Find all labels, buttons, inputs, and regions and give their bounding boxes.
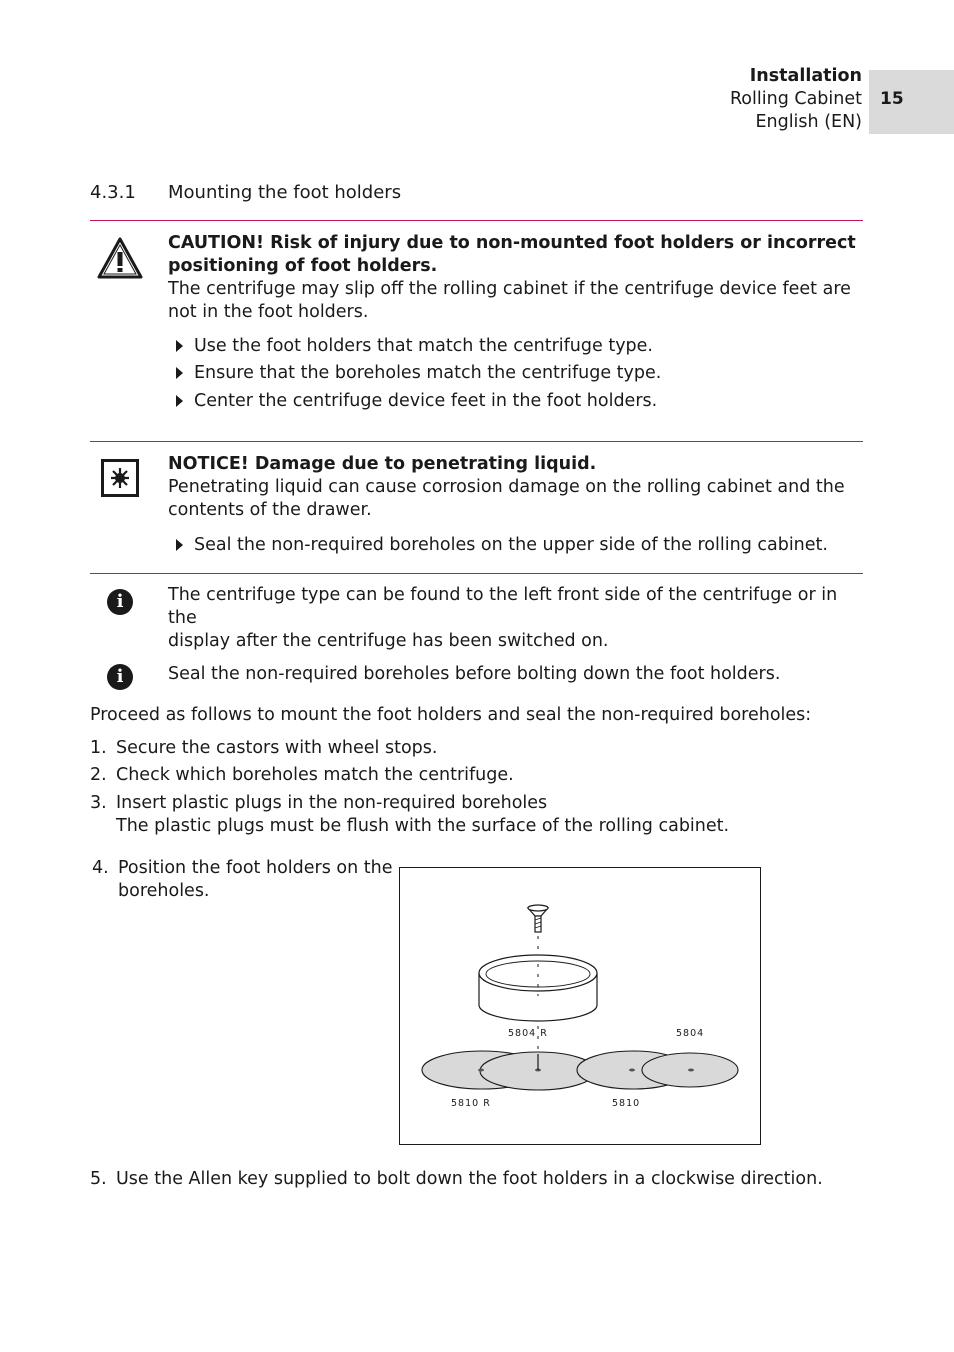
step-text: Use the Allen key supplied to bolt down the foot holders in a clockwise direction. (116, 1169, 823, 1189)
step-text: Position the foot holders on the boreholes. (118, 858, 393, 901)
caution-top-rule (90, 220, 863, 221)
figure-label: 5804 R (508, 1028, 548, 1039)
notice-text-line1: Penetrating liquid can cause corrosion damage on the rolling cabinet and the (168, 477, 845, 497)
section-title: Mounting the foot holders (168, 182, 402, 203)
foot-holder-drawing (400, 868, 760, 1144)
caution-item: Center the centrifuge device feet in the foot holders. (176, 390, 657, 413)
caution-text (168, 232, 863, 324)
step-number: 4. (92, 858, 109, 878)
figure-label: 5810 (612, 1098, 641, 1109)
procedure-intro: Proceed as follows to mount the foot holders and seal the non-required boreholes: (90, 705, 812, 725)
warning-triangle-icon (96, 236, 144, 287)
step-number: 3. (90, 793, 107, 813)
step-number: 1. (90, 738, 107, 758)
page-header (730, 65, 862, 134)
notice-top-rule (90, 441, 863, 442)
notice-text (168, 453, 863, 522)
caution-text-line1: The centrifuge may slip off the rolling cabinet if the centrifuge device feet are (168, 279, 851, 299)
damage-notice-icon (101, 459, 139, 504)
header-section: Installation (749, 66, 862, 86)
notice-text-line2: contents of the drawer. (168, 500, 372, 520)
bullet-arrow-icon (176, 395, 183, 407)
header-product: Rolling Cabinet (729, 89, 862, 109)
info-icon: i (107, 664, 133, 690)
step-text: Insert plastic plugs in the non-required boreholes (116, 793, 548, 813)
screw-illustration (528, 905, 548, 932)
step-number: 2. (90, 765, 107, 785)
figure-label: 5810 R (451, 1098, 491, 1109)
caution-title-line1: CAUTION! Risk of injury due to non-mounted foot holders or incorrect (168, 233, 856, 253)
info1-text: The centrifuge type can be found to the left front side of the centrifuge or in the display after the centrifuge has been switched on. (168, 585, 838, 651)
caution-title-line2: positioning of foot holders. (168, 256, 438, 276)
info-top-rule (90, 573, 863, 574)
bullet-arrow-icon (176, 340, 183, 352)
caution-text-line2: not in the foot holders. (168, 302, 369, 322)
figure-label: 5804 (676, 1028, 705, 1039)
step-subtext: The plastic plugs must be flush with the surface of the rolling cabinet. (116, 816, 730, 836)
header-language: English (EN) (755, 112, 862, 132)
info-icon: i (107, 589, 133, 615)
notice-item: Seal the non-required boreholes on the upper side of the rolling cabinet. (176, 534, 828, 557)
notice-title: NOTICE! Damage due to penetrating liquid. (168, 454, 597, 474)
section-number: 4.3.1 (90, 182, 136, 203)
foot-holder-figure (399, 867, 761, 1145)
step-number: 5. (90, 1169, 107, 1189)
caution-item: Ensure that the boreholes match the centrifuge type. (176, 362, 661, 385)
bullet-arrow-icon (176, 539, 183, 551)
caution-item: Use the foot holders that match the centrifuge type. (176, 335, 653, 358)
bullet-arrow-icon (176, 367, 183, 379)
step-text: Secure the castors with wheel stops. (116, 738, 438, 758)
foot-holder-cup (479, 955, 597, 1021)
step-text: Check which boreholes match the centrifuge. (116, 765, 514, 785)
borehole-plates (422, 1051, 738, 1090)
info2-text: Seal the non-required boreholes before bolting down the foot holders. (168, 664, 781, 684)
page-number: 15 (880, 89, 904, 109)
